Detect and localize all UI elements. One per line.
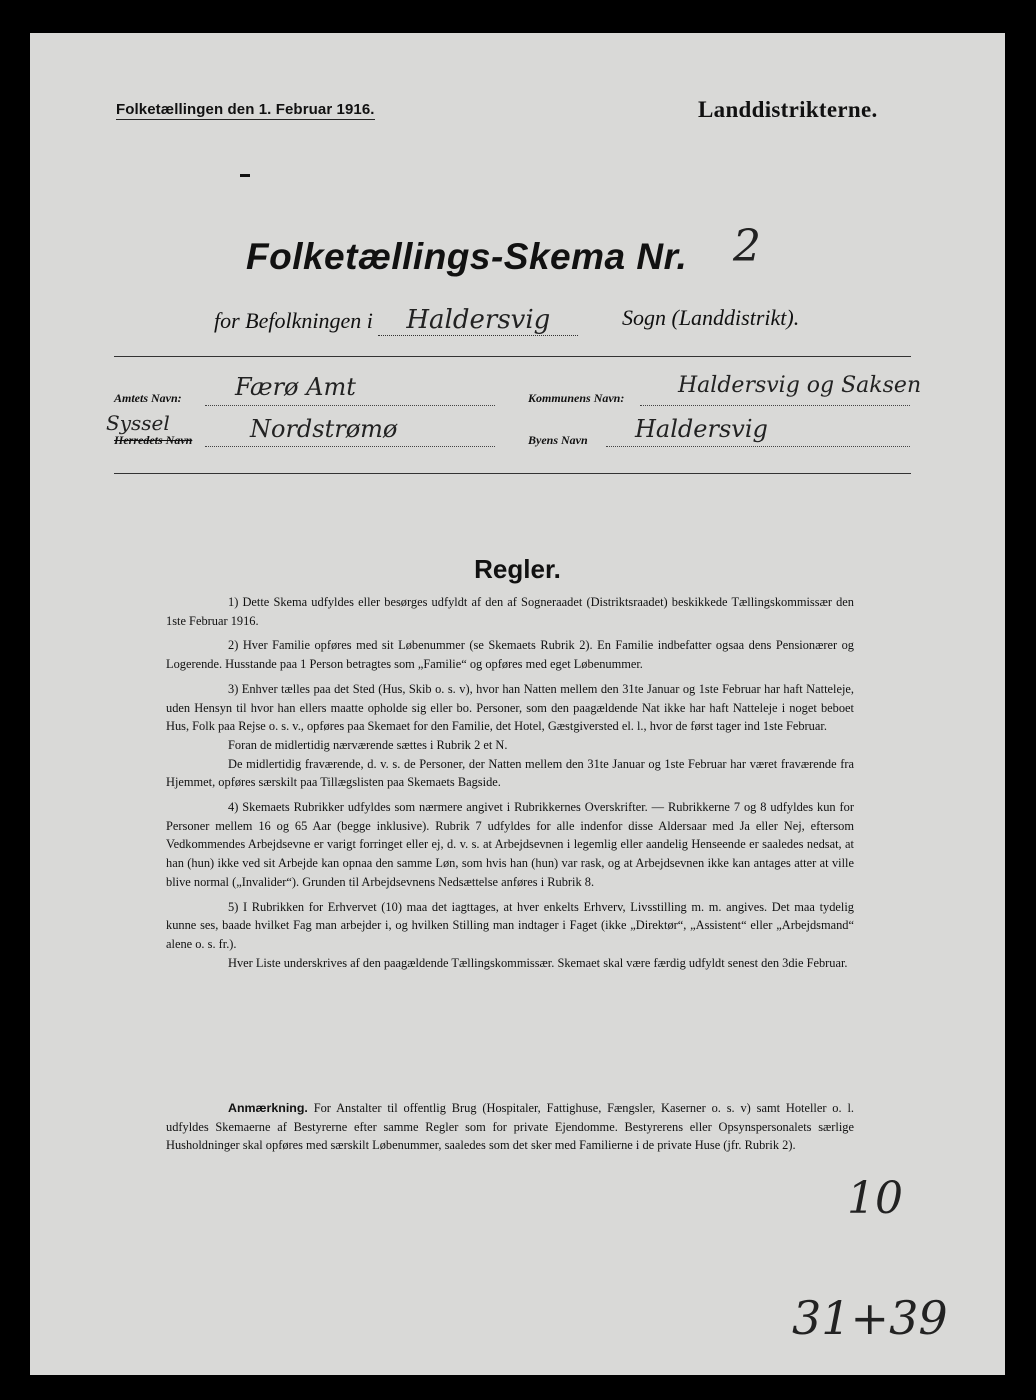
rule-paragraph: De midlertidig fraværende, d. v. s. de Personer, der Natten mellem den 31te Januar og 1ste Februar har været fraværende fra Hjemmet, opføres særskilt paa Tillægslisten paa Skemaets Bagside. [166, 756, 854, 790]
herred-dotted-line [205, 446, 495, 447]
herred-value-handwritten: Nordstrømø [250, 415, 398, 443]
rule-paragraph: 2) Hver Familie opføres med sit Løbenummer (se Skemaets Rubrik 2). En Familie indbefatter ogsaa dens Pensionærer og Logerende. Husstande paa 1 Person betragtes som „Familie“ og opføres med eget Løbenummer. [166, 638, 854, 672]
amt-label: Amtets Navn: [114, 391, 182, 405]
rules-body [166, 593, 854, 978]
rules-title: Regler. [474, 554, 561, 584]
amt-dotted-line [205, 405, 495, 406]
by-dotted-line [606, 446, 910, 447]
form-number-handwritten: 2 [733, 221, 761, 272]
top-divider [114, 356, 911, 357]
remark-paragraph [166, 1099, 854, 1155]
kommune-dotted-line [640, 405, 910, 406]
bottom-divider [114, 473, 911, 474]
rule-paragraph: Hver Liste underskrives af den paagældende Tællingskommissær. Skemaet skal være færdig udfyldt senest den 3die Februar. [228, 955, 848, 970]
page-number-handwritten: 10 [847, 1173, 903, 1224]
kommune-value-handwritten: Haldersvig og Saksen [678, 373, 922, 398]
census-date-header: Folketællingen den 1. Februar 1916. [116, 101, 375, 118]
remark-label: Anmærkning. [228, 1101, 308, 1115]
form-title: Folketællings-Skema Nr. [246, 236, 688, 277]
census-form-sheet [30, 33, 1005, 1375]
by-label: Byens Navn [528, 433, 588, 447]
rule-paragraph: 5) I Rubrikken for Erhvervet (10) maa det iagttages, at hver enkelts Erhverv, Livsstilling m. m. angives. Det maa tydelig kunne ses, baade hvilket Fag man arbejder i, og hvilken Stilling man indtager i Faget (ikke „Direktør“, „Assistent“ eller „Arbejdsmand“ alene o. s. fr.). [166, 899, 854, 951]
parish-suffix: Sogn (Landdistrikt). [622, 305, 800, 330]
kommune-label: Kommunens Navn: [528, 391, 625, 405]
parish-prefix: for Befolkningen i [214, 308, 373, 333]
archive-number-handwritten: 31+39 [792, 1291, 948, 1345]
district-type-header: Landdistrikterne. [698, 97, 878, 122]
rule-paragraph: 4) Skemaets Rubrikker udfyldes som nærmere angivet i Rubrikkernes Overskrifter. — Rubrikkerne 7 og 8 udfyldes kun for Personer mellem 16 og 65 Aar (begge inklusive). Rubrik 7 udfyldes for alle indenfor disse Aldersaar med Ja eller Nej, eftersom Vedkommendes Arbejdsevne er varigt forringet eller ej, d. v. s. at Arbejdsevnen i legemlig eller aandelig Henseende er saaledes nedsat, at han (hun) ikke ved sit Arbejde kan opnaa den samme Løn, som hvis han (hun) var rask, og at Arbejdsevnen ikke kan antages atter at ville blive normal („Invalider“). Grunden til Arbejdsevnens Nedsættelse anføres i Rubrik 8. [166, 800, 854, 889]
by-value-handwritten: Haldersvig [635, 415, 768, 443]
parish-value-handwritten: Haldersvig [378, 305, 578, 336]
amt-value-handwritten: Færø Amt [235, 373, 356, 401]
rule-paragraph: Foran de midlertidig nærværende sættes i Rubrik 2 et N. [228, 737, 508, 752]
rule-paragraph: 3) Enhver tælles paa det Sted (Hus, Skib o. s. v), hvor han Natten mellem den 31te Januar og 1ste Februar har haft Natteleje, uden Hensyn til hvor han ellers maatte opholde sig eller bo. Personer, som den paagældende Nat ikke har haft Natteleje i noget beboet Hus, Folk paa Rejse o. s. v., opføres paa Skemaet for den Familie, det Hotel, Gæstgiversted el. l., hvor de først tager ind 1ste Februar. [166, 681, 854, 734]
remark-text: For Anstalter til offentlig Brug (Hospitaler, Fattighuse, Fængsler, Kaserner o. s. v) samt Hoteller o. l. udfyldes Skemaerne af Bestyrerne efter samme Regler som for private Ejendomme. Bestyrerens eller Opsynspersonalets særlige Husholdninger skal opføres med særskilt Løbenummer, saaledes som det sker med Familierne i de private Huse (jfr. Rubrik 2). [166, 1101, 854, 1153]
herred-label: Herredets Navn [114, 433, 193, 447]
dash-mark [240, 174, 250, 177]
rule-paragraph: 1) Dette Skema udfyldes eller besørges udfyldt af den af Sogneraadet (Distriktsraadet) beskikkede Tællingskommissær den 1ste Februar 1916. [166, 595, 854, 628]
parish-line [214, 305, 578, 336]
herred-correction-handwritten: Syssel [106, 411, 170, 435]
